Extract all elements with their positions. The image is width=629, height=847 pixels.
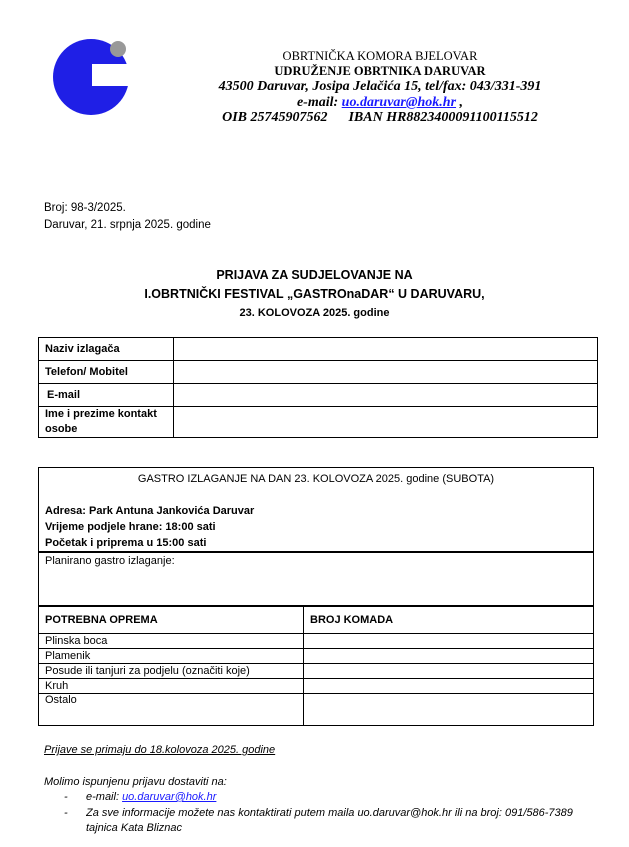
footer-email-label: e-mail: xyxy=(86,791,123,803)
exhibitor-table xyxy=(38,337,598,438)
table-row xyxy=(39,649,594,664)
equipment-other: Ostalo xyxy=(39,694,304,726)
equipment-gas-bottle: Plinska boca xyxy=(39,634,304,649)
header-email-line xyxy=(150,95,610,111)
quantity-field[interactable] xyxy=(304,649,594,664)
contact-info: Za sve informacije možete nas kontaktirati putem maila uo.daruvar@hok.hr ili na broj: 091/586-7389 xyxy=(86,807,573,819)
phone-field[interactable] xyxy=(174,361,598,384)
gastro-address: Adresa: Park Antuna Jankovića Daruvar xyxy=(45,505,255,517)
quantity-field[interactable] xyxy=(304,679,594,694)
email-field[interactable] xyxy=(174,384,598,407)
footer-email-line xyxy=(86,791,216,803)
header-association: UDRUŽENJE OBRTNIKA DARUVAR xyxy=(274,64,486,78)
header-chamber: OBRTNIČKA KOMORA BJELOVAR xyxy=(282,49,478,63)
table-row xyxy=(39,338,598,361)
equipment-col-header: POTREBNA OPREMA xyxy=(39,606,304,634)
table-row xyxy=(39,384,598,407)
equipment-burner: Plamenik xyxy=(39,649,304,664)
equipment-bread: Kruh xyxy=(39,679,304,694)
planned-exhibit-field[interactable] xyxy=(38,551,594,607)
header-email-suffix: , xyxy=(456,95,464,110)
gastro-heading: GASTRO IZLAGANJE NA DAN 23. KOLOVOZA 2025. godine (SUBOTA) xyxy=(137,473,495,485)
email-label: E-mail xyxy=(39,384,174,407)
quantity-col-header: BROJ KOMADA xyxy=(304,606,594,634)
bullet-dash: - xyxy=(64,791,68,803)
form-title-1: PRIJAVA ZA SUDJELOVANJE NA xyxy=(216,268,413,282)
document-date: Daruvar, 21. srpnja 2025. godine xyxy=(44,219,211,231)
gastro-time: Vrijeme podjele hrane: 18:00 sati xyxy=(45,521,216,533)
gastro-info-box xyxy=(38,467,594,553)
secretary-name: tajnica Kata Bliznac xyxy=(86,822,182,834)
document-number: Broj: 98-3/2025. xyxy=(44,202,126,214)
table-row xyxy=(39,361,598,384)
chamber-logo xyxy=(52,36,132,116)
equipment-dishes: Posude ili tanjuri za podjelu (označiti koje) xyxy=(39,664,304,679)
submission-request: Molimo ispunjenu prijavu dostaviti na: xyxy=(44,776,227,788)
header-address: 43500 Daruvar, Josipa Jelačića 15, tel/fax: 043/331-391 xyxy=(218,79,542,94)
quantity-field[interactable] xyxy=(304,664,594,679)
table-row xyxy=(39,694,594,726)
footer-email-link[interactable]: uo.daruvar@hok.hr xyxy=(122,791,217,803)
header-email-label: e-mail: xyxy=(296,95,342,110)
form-title-2: I.OBRTNIČKI FESTIVAL „GASTROnaDAR“ U DARUVARU, xyxy=(144,287,485,301)
form-title-3: 23. KOLOVOZA 2025. godine xyxy=(239,307,390,319)
contact-person-label: Ime i prezime kontakt osobe xyxy=(39,407,174,438)
header-email-link[interactable]: uo.daruvar@hok.hr xyxy=(341,95,457,110)
phone-label: Telefon/ Mobitel xyxy=(39,361,174,384)
quantity-field[interactable] xyxy=(304,694,594,726)
table-row xyxy=(39,634,594,649)
deadline-note: Prijave se primaju do 18.kolovoza 2025. godine xyxy=(44,744,276,756)
exhibitor-name-label: Naziv izlagača xyxy=(39,338,174,361)
contact-person-field[interactable] xyxy=(174,407,598,438)
table-row xyxy=(39,407,598,438)
exhibitor-name-field[interactable] xyxy=(174,338,598,361)
gastro-prep: Početak i priprema u 15:00 sati xyxy=(45,537,207,549)
table-row xyxy=(39,664,594,679)
bullet-dash: - xyxy=(64,807,68,819)
planned-exhibit-label: Planirano gastro izlaganje: xyxy=(45,555,175,567)
equipment-table xyxy=(38,605,594,726)
table-row xyxy=(39,606,594,634)
table-row xyxy=(39,679,594,694)
quantity-field[interactable] xyxy=(304,634,594,649)
header-oib-iban: OIB 25745907562 IBAN HR8823400091100115512 xyxy=(222,110,538,125)
